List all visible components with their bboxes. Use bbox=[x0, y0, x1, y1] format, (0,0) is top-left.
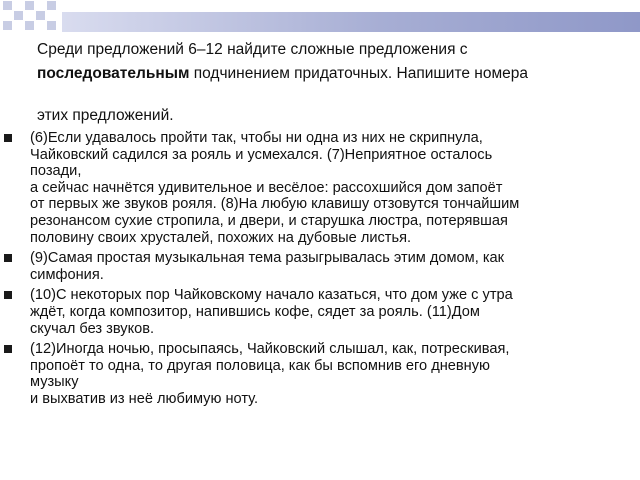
list-item bbox=[0, 341, 632, 407]
list-item bbox=[0, 130, 632, 246]
item-line: (10)С некоторых пор Чайковскому начало казаться, что дом уже с утра bbox=[30, 287, 513, 304]
item-line: (12)Иногда ночью, просыпаясь, Чайковский слышал, как, потрескивая, bbox=[30, 341, 510, 358]
item-line: (6)Если удавалось пройти так, чтобы ни одна из них не скрипнула, bbox=[30, 130, 483, 146]
item-line: ждёт, когда композитор, напившись кофе, сядет за рояль. (11)Дом bbox=[30, 303, 480, 320]
item-line: симфония. bbox=[30, 266, 104, 283]
item-line: позади, bbox=[30, 163, 82, 180]
item-line: от первых же звуков рояля. (8)На любую клавишу отзовутся тончайшим bbox=[30, 196, 520, 213]
item-line: Чайковский садился за рояль и усмехался. (7)Неприятное осталось bbox=[30, 146, 493, 163]
square-bullet-icon bbox=[4, 291, 12, 299]
decorative-header-bar bbox=[62, 12, 640, 32]
item-line: половину своих хрусталей, похожих на дубовые листья. bbox=[30, 229, 412, 246]
title-line-2: подчинением придаточных. Напишите номера bbox=[189, 65, 529, 82]
list-item bbox=[0, 250, 632, 283]
list-item bbox=[0, 287, 632, 337]
item-line: и выхватив из неё любимую ноту. bbox=[30, 390, 259, 407]
title-line-3: этих предложений. bbox=[37, 107, 174, 124]
item-line: (9)Самая простая музыкальная тема разыгрывалась этим домом, как bbox=[30, 250, 505, 267]
task-title bbox=[37, 38, 617, 128]
square-bullet-icon bbox=[4, 345, 12, 353]
item-line: резонансом сухие стропила, и двери, и старушка люстра, потерявшая bbox=[30, 212, 508, 229]
decorative-squares bbox=[0, 0, 62, 32]
title-line-1: Среди предложений 6–12 найдите сложные предложения с bbox=[37, 41, 468, 58]
square-bullet-icon bbox=[4, 254, 12, 262]
item-line: а сейчас начнётся удивительное и весёлое: рассохшийся дом запоёт bbox=[30, 179, 503, 196]
item-line: скучал без звуков. bbox=[30, 320, 155, 337]
item-line: музыку bbox=[30, 374, 79, 391]
title-bold-word: последовательным bbox=[37, 65, 190, 82]
item-line: пропоёт то одна, то другая половица, как бы вспомнив его дневную bbox=[30, 357, 490, 374]
square-bullet-icon bbox=[4, 134, 12, 142]
sentence-list bbox=[0, 130, 632, 412]
